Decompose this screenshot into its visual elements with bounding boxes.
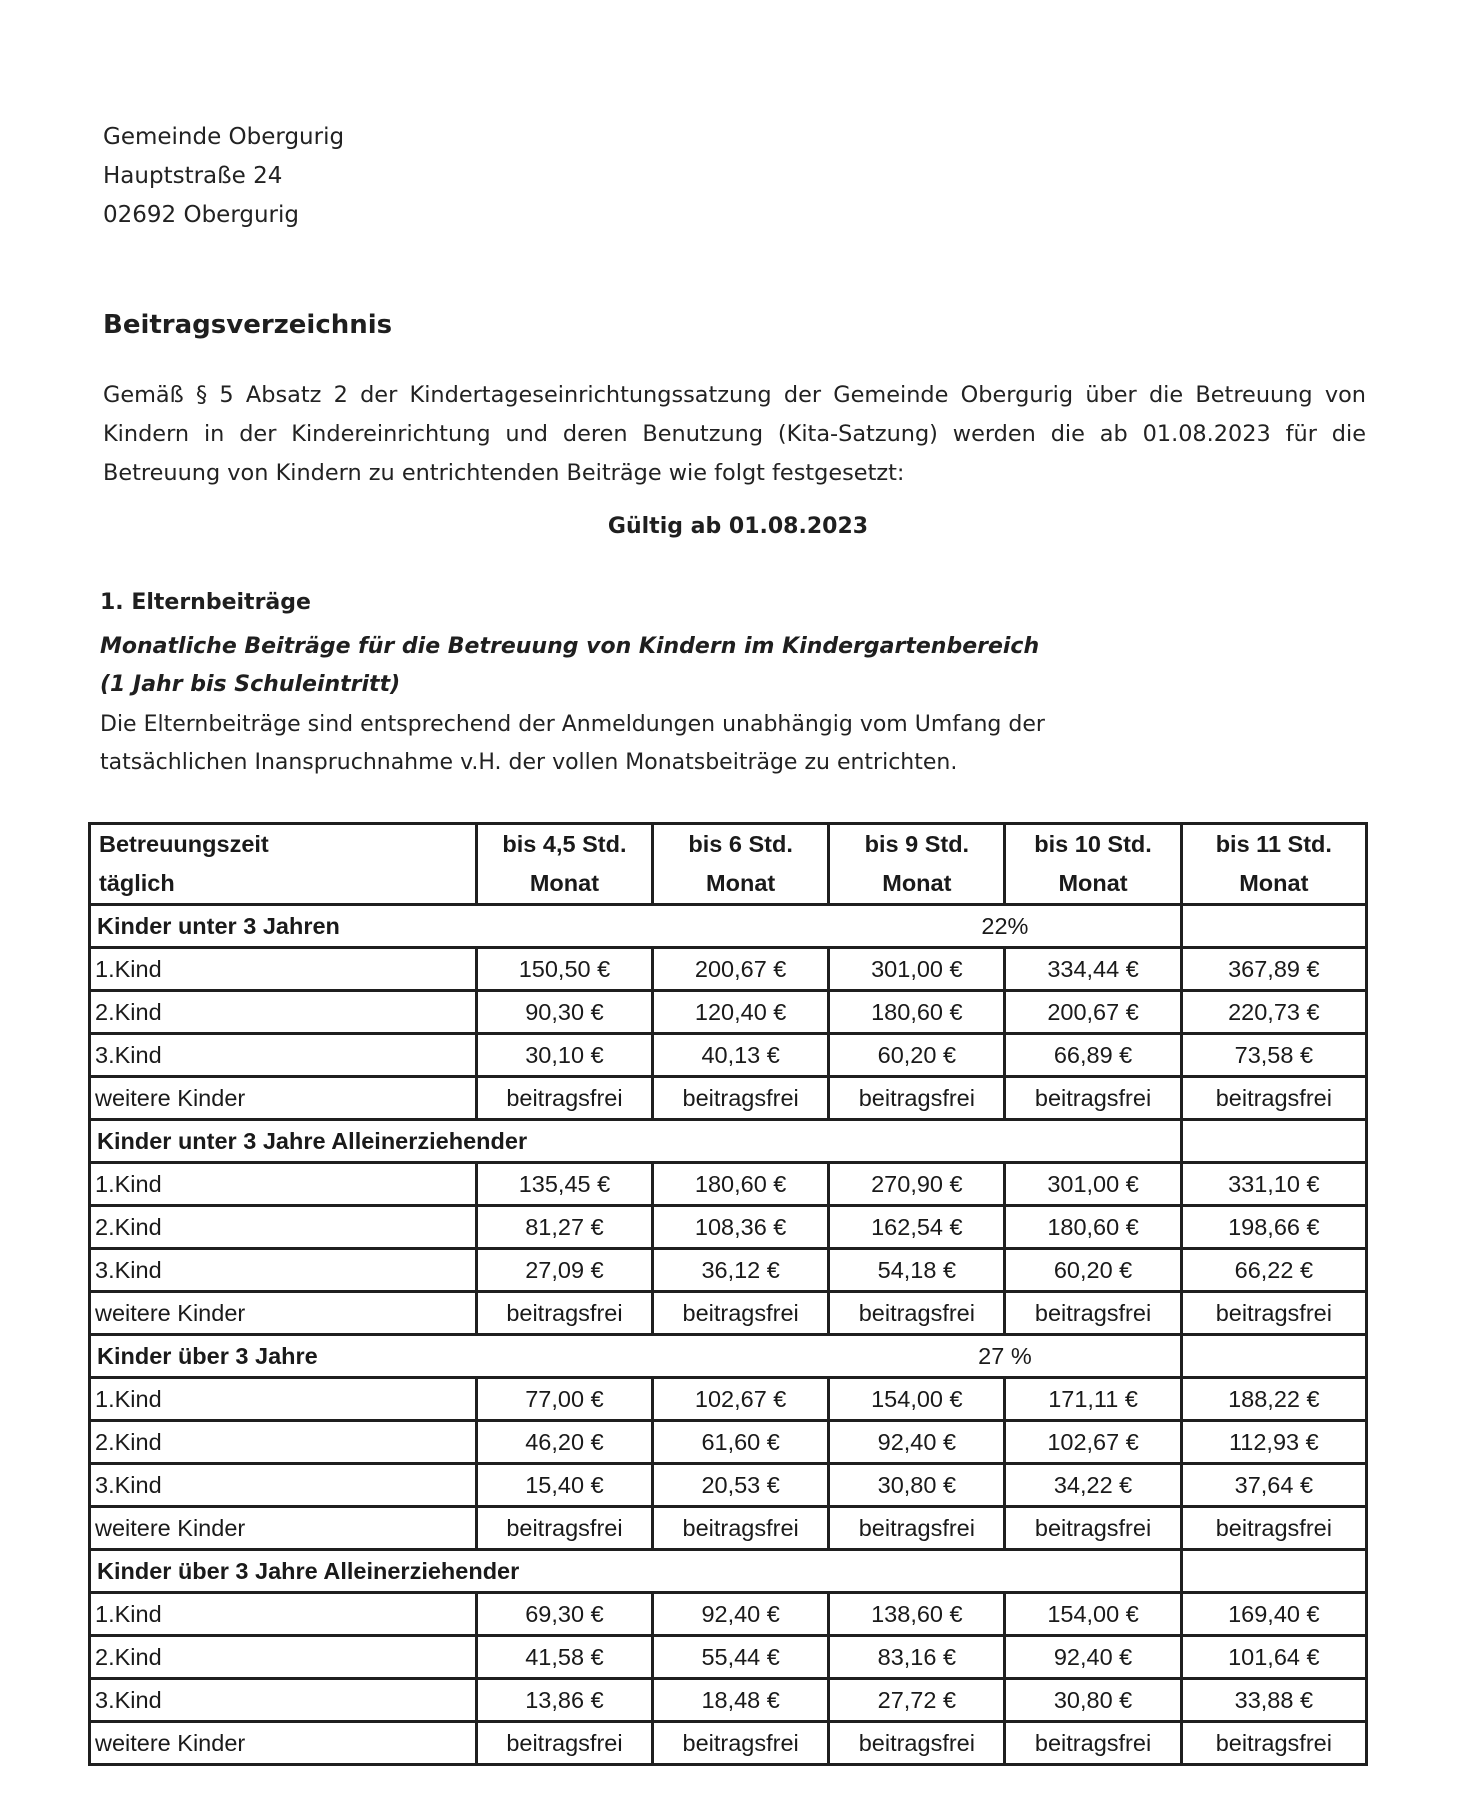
- table-row: [91, 992, 1365, 1035]
- fee-cell: 120,40 €: [654, 992, 830, 1035]
- header-col-line-1: bis 4,5 Std.: [502, 831, 627, 857]
- header-col-3: [830, 825, 1006, 906]
- fee-cell: 301,00 €: [1006, 1164, 1182, 1207]
- group-header-row: [91, 1121, 1365, 1164]
- fee-cell: beitragsfrei: [830, 1508, 1006, 1551]
- fee-cell: 61,60 €: [654, 1422, 830, 1465]
- fee-cell: 171,11 €: [1006, 1379, 1182, 1422]
- section-note-line-2: tatsächlichen Inanspruchnahme v.H. der vollen Monatsbeiträge zu entrichten.: [100, 750, 958, 775]
- fee-cell: beitragsfrei: [478, 1293, 654, 1336]
- group-header-row: [91, 1551, 1365, 1594]
- table-row: [91, 1422, 1365, 1465]
- fee-cell: 83,16 €: [830, 1637, 1006, 1680]
- fee-cell: 66,89 €: [1006, 1035, 1182, 1078]
- table-header-row: [91, 825, 1365, 906]
- header-col-line-1: bis 6 Std.: [688, 831, 793, 857]
- group-percent: [830, 1551, 1182, 1594]
- table-row: [91, 1723, 1365, 1763]
- fee-cell: beitragsfrei: [478, 1078, 654, 1121]
- header-col-line-1: bis 10 Std.: [1034, 831, 1152, 857]
- fee-cell: 162,54 €: [830, 1207, 1006, 1250]
- header-col-line-2: Monat: [1239, 870, 1309, 896]
- header-betreuungszeit: [91, 825, 478, 906]
- fee-cell: beitragsfrei: [1006, 1508, 1182, 1551]
- fee-cell: beitragsfrei: [654, 1508, 830, 1551]
- fee-cell: 27,09 €: [478, 1250, 654, 1293]
- fee-cell: beitragsfrei: [654, 1723, 830, 1763]
- fee-cell: beitragsfrei: [830, 1723, 1006, 1763]
- fee-cell: 30,10 €: [478, 1035, 654, 1078]
- fee-cell: beitragsfrei: [654, 1078, 830, 1121]
- fee-cell: 169,40 €: [1183, 1594, 1365, 1637]
- group-header-row: [91, 1336, 1365, 1379]
- address-line-3: 02692 Obergurig: [103, 202, 300, 228]
- fee-cell: beitragsfrei: [478, 1508, 654, 1551]
- fee-cell: 154,00 €: [1006, 1594, 1182, 1637]
- fee-cell: beitragsfrei: [478, 1723, 654, 1763]
- fee-cell: 41,58 €: [478, 1637, 654, 1680]
- fee-cell: beitragsfrei: [1006, 1078, 1182, 1121]
- fee-cell: 27,72 €: [830, 1680, 1006, 1723]
- group-empty-cell: [1183, 1336, 1365, 1379]
- address-line-2: Hauptstraße 24: [103, 163, 283, 189]
- table-row: [91, 1379, 1365, 1422]
- header-col-line-1: bis 11 Std.: [1215, 831, 1332, 857]
- fee-cell: 30,80 €: [1006, 1680, 1182, 1723]
- section-subtitle: [100, 628, 1039, 704]
- section-heading: 1. Elternbeiträge: [100, 590, 311, 615]
- fee-cell: 108,36 €: [654, 1207, 830, 1250]
- fee-cell: 92,40 €: [1006, 1637, 1182, 1680]
- fee-cell: 154,00 €: [830, 1379, 1006, 1422]
- row-label: 3.Kind: [91, 1035, 478, 1078]
- header-col-line-1: bis 9 Std.: [864, 831, 970, 857]
- table-row: [91, 1508, 1365, 1551]
- address-line-1: Gemeinde Obergurig: [103, 124, 345, 150]
- fee-cell: 135,45 €: [478, 1164, 654, 1207]
- fee-cell: 46,20 €: [478, 1422, 654, 1465]
- table-row: [91, 1164, 1365, 1207]
- fee-cell: 101,64 €: [1183, 1637, 1365, 1680]
- row-label: 2.Kind: [91, 1422, 478, 1465]
- fee-cell: 138,60 €: [830, 1594, 1006, 1637]
- fee-cell: beitragsfrei: [830, 1078, 1006, 1121]
- header-first-line-2: täglich: [99, 870, 175, 896]
- fee-cell: 69,30 €: [478, 1594, 654, 1637]
- section-note-line-1: Die Elternbeiträge sind entsprechend der Anmeldungen unabhängig vom Umfang der: [100, 712, 1045, 737]
- group-empty-cell: [1183, 1551, 1365, 1594]
- fee-cell: 55,44 €: [654, 1637, 830, 1680]
- fee-cell: 15,40 €: [478, 1465, 654, 1508]
- fee-cell: 180,60 €: [1006, 1207, 1182, 1250]
- table-row: [91, 1637, 1365, 1680]
- fee-cell: 198,66 €: [1183, 1207, 1365, 1250]
- group-header-row: [91, 906, 1365, 949]
- fee-cell: 13,86 €: [478, 1680, 654, 1723]
- fee-cell: 180,60 €: [654, 1164, 830, 1207]
- fee-cell: 102,67 €: [654, 1379, 830, 1422]
- fee-cell: 367,89 €: [1183, 949, 1365, 992]
- fee-cell: beitragsfrei: [654, 1293, 830, 1336]
- header-col-4: [1006, 825, 1182, 906]
- fee-cell: 92,40 €: [830, 1422, 1006, 1465]
- row-label: 3.Kind: [91, 1680, 478, 1723]
- group-empty-cell: [1183, 906, 1365, 949]
- section-subtitle-line-2: (1 Jahr bis Schuleintritt): [100, 672, 401, 697]
- fee-cell: beitragsfrei: [1183, 1508, 1365, 1551]
- row-label: 1.Kind: [91, 1379, 478, 1422]
- fee-cell: 92,40 €: [654, 1594, 830, 1637]
- fee-table: [88, 822, 1368, 1766]
- row-label: 2.Kind: [91, 992, 478, 1035]
- row-label: 3.Kind: [91, 1465, 478, 1508]
- fee-cell: 33,88 €: [1183, 1680, 1365, 1723]
- fee-cell: 270,90 €: [830, 1164, 1006, 1207]
- intro-paragraph: Gemäß § 5 Absatz 2 der Kindertageseinrichtungssatzung der Gemeinde Obergurig über die Betreuung von Kindern in der Kindereinrichtung und deren Benutzung (Kita-Satzung) werden die ab 01.08.2023 für die Betreuung von Kindern zu entrichtenden Beiträge wie folgt festgesetzt:: [103, 382, 1366, 486]
- header-col-1: [478, 825, 654, 906]
- fee-cell: 90,30 €: [478, 992, 654, 1035]
- row-label: 2.Kind: [91, 1207, 478, 1250]
- fee-cell: 54,18 €: [830, 1250, 1006, 1293]
- row-label: weitere Kinder: [91, 1723, 478, 1763]
- section-note: [100, 706, 1045, 782]
- row-label: weitere Kinder: [91, 1078, 478, 1121]
- group-empty-cell: [1183, 1121, 1365, 1164]
- row-label: weitere Kinder: [91, 1508, 478, 1551]
- fee-cell: 301,00 €: [830, 949, 1006, 992]
- header-col-line-2: Monat: [529, 870, 600, 896]
- fee-cell: 37,64 €: [1183, 1465, 1365, 1508]
- fee-cell: 40,13 €: [654, 1035, 830, 1078]
- group-label: Kinder unter 3 Jahre Alleinerziehender: [91, 1121, 830, 1164]
- table-row: [91, 1594, 1365, 1637]
- row-label: 3.Kind: [91, 1250, 478, 1293]
- header-col-line-2: Monat: [1058, 870, 1128, 896]
- fee-cell: 18,48 €: [654, 1680, 830, 1723]
- fee-cell: 331,10 €: [1183, 1164, 1365, 1207]
- fee-cell: 334,44 €: [1006, 949, 1182, 992]
- group-label: Kinder über 3 Jahre Alleinerziehender: [91, 1551, 830, 1594]
- fee-cell: 73,58 €: [1183, 1035, 1365, 1078]
- sender-address: [103, 118, 344, 235]
- table-row: [91, 1293, 1365, 1336]
- group-percent: 27 %: [830, 1336, 1182, 1379]
- table-row: [91, 1680, 1365, 1723]
- valid-from: Gültig ab 01.08.2023: [607, 514, 869, 539]
- fee-cell: 34,22 €: [1006, 1465, 1182, 1508]
- group-label: Kinder über 3 Jahre: [91, 1336, 830, 1379]
- row-label: 2.Kind: [91, 1637, 478, 1680]
- fee-cell: 30,80 €: [830, 1465, 1006, 1508]
- fee-cell: 112,93 €: [1183, 1422, 1365, 1465]
- fee-cell: 200,67 €: [1006, 992, 1182, 1035]
- group-label: Kinder unter 3 Jahren: [91, 906, 830, 949]
- table-row: [91, 949, 1365, 992]
- fee-cell: 180,60 €: [830, 992, 1006, 1035]
- fee-cell: 20,53 €: [654, 1465, 830, 1508]
- fee-cell: 36,12 €: [654, 1250, 830, 1293]
- fee-cell: 81,27 €: [478, 1207, 654, 1250]
- fee-cell: beitragsfrei: [1215, 1729, 1332, 1756]
- row-label: weitere Kinder: [91, 1293, 478, 1336]
- header-col-5: [1183, 825, 1365, 906]
- table-row: [91, 1207, 1365, 1250]
- table-row: [91, 1250, 1365, 1293]
- group-percent: [830, 1121, 1182, 1164]
- row-label: 1.Kind: [91, 1164, 478, 1207]
- fee-cell: 150,50 €: [478, 949, 654, 992]
- fee-cell: beitragsfrei: [1183, 1078, 1365, 1121]
- fee-cell: beitragsfrei: [1006, 1293, 1182, 1336]
- header-col-line-2: Monat: [706, 870, 776, 896]
- fee-cell: 220,73 €: [1183, 992, 1365, 1035]
- fee-cell: beitragsfrei: [1006, 1723, 1182, 1763]
- header-first-line-1: Betreuungszeit: [99, 831, 269, 857]
- header-col-line-2: Monat: [882, 870, 952, 896]
- fee-cell: 66,22 €: [1183, 1250, 1365, 1293]
- fee-cell: 60,20 €: [1006, 1250, 1182, 1293]
- group-percent: 22%: [830, 906, 1182, 949]
- row-label: 1.Kind: [91, 1594, 478, 1637]
- fee-cell: 77,00 €: [478, 1379, 654, 1422]
- row-label: 1.Kind: [91, 949, 478, 992]
- table-row: [91, 1465, 1365, 1508]
- document-title: Beitragsverzeichnis: [103, 310, 393, 340]
- table-row: [91, 1035, 1365, 1078]
- section-subtitle-line-1: Monatliche Beiträge für die Betreuung von Kindern im Kindergartenbereich: [100, 634, 1040, 659]
- fee-cell: beitragsfrei: [1183, 1293, 1365, 1336]
- table-row: [91, 1078, 1365, 1121]
- fee-cell: 188,22 €: [1183, 1379, 1365, 1422]
- header-col-2: [654, 825, 830, 906]
- fee-cell: 200,67 €: [654, 949, 830, 992]
- fee-cell: beitragsfrei: [830, 1293, 1006, 1336]
- fee-cell: 102,67 €: [1006, 1422, 1182, 1465]
- fee-cell: 60,20 €: [830, 1035, 1006, 1078]
